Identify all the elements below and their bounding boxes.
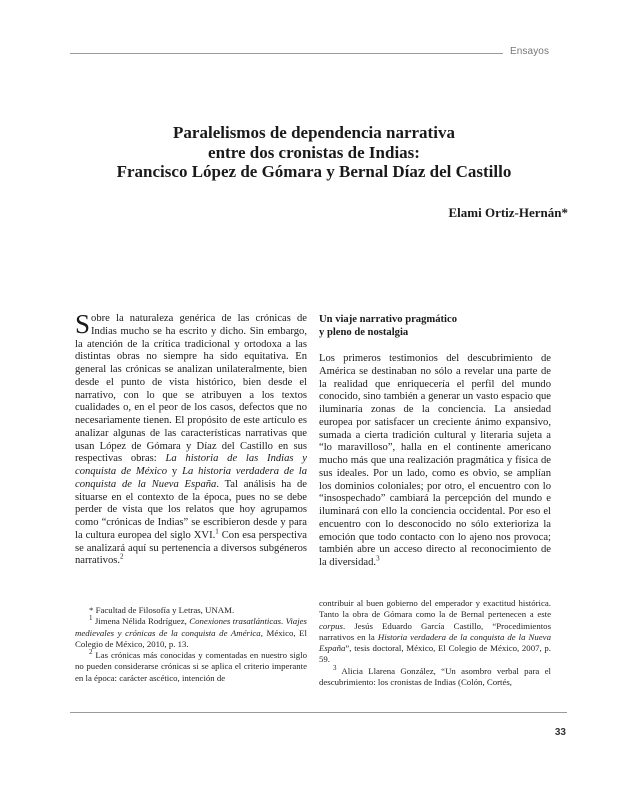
section-label: Ensayos bbox=[510, 46, 550, 57]
footer-rule bbox=[70, 712, 567, 713]
footnotes-left bbox=[75, 605, 307, 684]
author-name: Elami Ortiz-Hernán* bbox=[448, 205, 568, 220]
title-line-3: Francisco López de Gómara y Bernal Díaz del Castillo bbox=[116, 162, 512, 181]
intro-paragraph: Sobre la naturaleza genérica de las crónicas de Indias mucho se ha escrito y dicho. Sin embargo, la atención de la crítica tradicional y ortodoxa a las distintas obras no siempre ha sido equitativa. En general las crónicas se analizan unilateralmente, bien desde el punto de vista histórico, bien desde el narrativo, con lo que se atribuyen a los textos cualidades o, en el peor de los casos, defectos que no necesariamente tienen. El propósito de este artículo es analizar algunas de las características narrativas que usan López de Gómara y Díaz del Castillo en sus respectivas obras: La historia de las Indias y conquista de México y La historia verdadera de la conquista de la Nueva España. Tal análisis ha de situarse en el contexto de la época, pues no se debe perder de vista que los relatos que hoy agrupamos como “crónicas de Indias” se escribieron desde y para la cultura europea del siglo XVI.$^1$ Con esa perspectiva se analizará aquí su pertenencia a diversos subgéneros narrativos.$^2$ bbox=[75, 309, 308, 567]
title-line-1: Paralelismos de dependencia narrativa bbox=[173, 123, 455, 142]
footnote-3: $^3$ Alicia Llarena González, “Un asombro verbal para el descubrimiento: los cronistas de Indias (Colón, Cortés, bbox=[319, 663, 551, 688]
article-title bbox=[60, 123, 568, 182]
body-paragraph: Los primeros testimonios del descubrimiento de América se destinaban no sólo a revelar una parte de la realidad que enriquecería el perfil del mundo conocido, sino también a generar un vasto espacio que iluminaría zonas de la conciencia. La ansiedad europea por satisfacer un creciente ánimo expansivo, sumada a cierta tradición cultural y literaria sujeta a “lo maravilloso”, halla en el continente americano mucho más que una realización pragmática y física de sus ideales. Por un lado, como es obvio, se amplían los dominios coloniales; por otro, el encuentro con lo “insospechado” cambiará la percepción del mundo e iluminará con ello la conciencia occidental. Por eso el encuentro con lo desconocido no sólo exterioriza la emoción que todo contacto con lo ajeno nos provoca; también abre un acceso directo al reconocimiento de la diversidad.$^3$ bbox=[319, 353, 551, 568]
footnote-1: $^1$ Jimena Nélida Rodríguez, Conexiones trasatlánticas. Viajes medievales y crónicas de la conquista de América, México, El Colegio de México, 2010, p. 13. bbox=[75, 614, 307, 649]
page-number: 33 bbox=[554, 727, 566, 738]
drop-cap: S bbox=[75, 309, 91, 339]
footnote-author-affiliation: * Facultad de Filosofía y Letras, UNAM. bbox=[89, 605, 235, 615]
footnote-ref: 2 bbox=[120, 552, 124, 561]
footnote-ref: 3 bbox=[376, 554, 380, 563]
header-rule bbox=[70, 53, 503, 54]
footnotes-right bbox=[319, 598, 551, 688]
title-line-2: entre dos cronistas de Indias: bbox=[208, 142, 420, 162]
footnote-2: $^2$ Las crónicas más conocidas y comentadas en nuestro siglo no pueden considerarse crónicas si se aplica el criterio imperante en la época: carácter ascético, intención de bbox=[75, 648, 307, 683]
footnote-ref: 1 bbox=[215, 527, 219, 536]
body-column-right bbox=[319, 313, 551, 570]
footnote-2-continued: contribuir al buen gobierno del emperador y exactitud histórica. Tanto la obra de Gómara como la de Bernal pertenecen a este corpus. Jesús Eduardo García Castillo, “Procedimientos narrativos en la Historia verdadera de la conquista de la Nueva España”, tesis doctoral, México, El Colegio de México, 2007, p. 59. bbox=[319, 598, 551, 665]
section-heading: Un viaje narrativo pragmático y pleno de nostalgia bbox=[319, 314, 457, 338]
body-column-left bbox=[75, 309, 308, 568]
